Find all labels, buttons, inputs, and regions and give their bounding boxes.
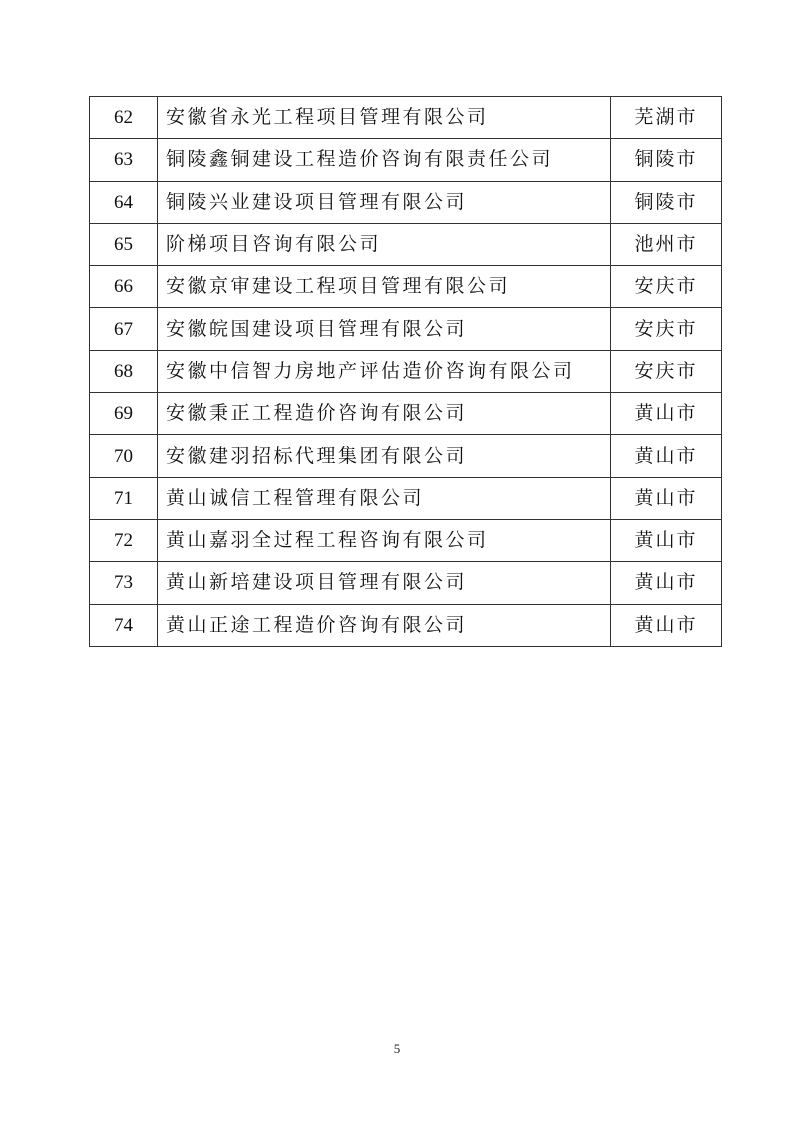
company-name: 安徽省永光工程项目管理有限公司 [158, 97, 611, 139]
table-body [90, 97, 722, 647]
city-name: 安庆市 [611, 350, 722, 392]
row-number: 68 [90, 350, 158, 392]
row-number: 64 [90, 181, 158, 223]
company-name: 安徽中信智力房地产评估造价咨询有限公司 [158, 350, 611, 392]
page-number: 5 [393, 1041, 401, 1056]
company-name: 黄山新培建设项目管理有限公司 [158, 562, 611, 604]
row-number: 67 [90, 308, 158, 350]
city-name: 黄山市 [611, 393, 722, 435]
company-name: 安徽秉正工程造价咨询有限公司 [158, 393, 611, 435]
company-name: 安徽皖国建设项目管理有限公司 [158, 308, 611, 350]
city-name: 黄山市 [611, 519, 722, 561]
row-number: 69 [90, 393, 158, 435]
table-row [90, 139, 722, 181]
row-number: 72 [90, 519, 158, 561]
city-name: 安庆市 [611, 308, 722, 350]
row-number: 66 [90, 266, 158, 308]
row-number: 65 [90, 223, 158, 265]
row-number: 71 [90, 477, 158, 519]
company-name: 安徽建羽招标代理集团有限公司 [158, 435, 611, 477]
company-name: 铜陵兴业建设项目管理有限公司 [158, 181, 611, 223]
row-number: 63 [90, 139, 158, 181]
row-number: 70 [90, 435, 158, 477]
company-name: 黄山正途工程造价咨询有限公司 [158, 604, 611, 646]
city-name: 安庆市 [611, 266, 722, 308]
table-row [90, 350, 722, 392]
table-row [90, 477, 722, 519]
company-name: 黄山嘉羽全过程工程咨询有限公司 [158, 519, 611, 561]
city-name: 芜湖市 [611, 97, 722, 139]
table-row [90, 604, 722, 646]
company-name: 安徽京审建设工程项目管理有限公司 [158, 266, 611, 308]
company-name: 黄山诚信工程管理有限公司 [158, 477, 611, 519]
row-number: 74 [90, 604, 158, 646]
city-name: 池州市 [611, 223, 722, 265]
city-name: 黄山市 [611, 562, 722, 604]
city-name: 铜陵市 [611, 181, 722, 223]
table-row [90, 519, 722, 561]
table-row [90, 266, 722, 308]
company-list-table [89, 96, 722, 647]
city-name: 铜陵市 [611, 139, 722, 181]
table-row [90, 308, 722, 350]
row-number: 73 [90, 562, 158, 604]
table-row [90, 223, 722, 265]
row-number: 62 [90, 97, 158, 139]
city-name: 黄山市 [611, 435, 722, 477]
table-row [90, 562, 722, 604]
city-name: 黄山市 [611, 604, 722, 646]
table-row [90, 181, 722, 223]
table-row [90, 393, 722, 435]
table-row [90, 97, 722, 139]
city-name: 黄山市 [611, 477, 722, 519]
company-name: 阶梯项目咨询有限公司 [158, 223, 611, 265]
company-name: 铜陵鑫铜建设工程造价咨询有限责任公司 [158, 139, 611, 181]
table-row [90, 435, 722, 477]
